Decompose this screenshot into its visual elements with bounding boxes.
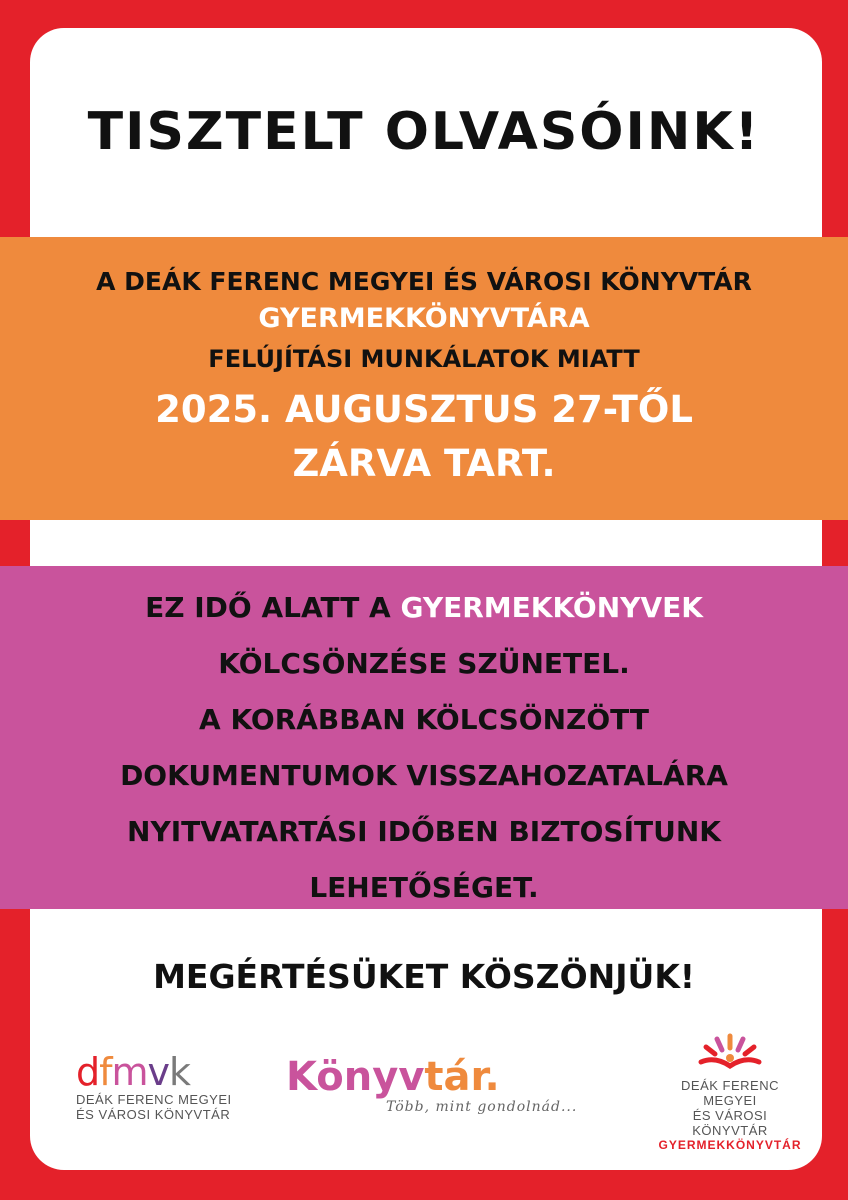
dfmvk-letter-v: v: [147, 1050, 170, 1094]
gyermekkonyvtar-logo: [655, 1032, 805, 1153]
info-highlight: GYERMEKKÖNYVEK: [400, 591, 703, 624]
notice-department: GYERMEKKÖNYVTÁRA: [258, 303, 590, 334]
dfmvk-line-1: DEÁK FERENC MEGYEI: [76, 1092, 232, 1107]
dfmvk-letter-f: f: [99, 1050, 112, 1094]
konyvtar-part-1: Könyv: [286, 1054, 425, 1100]
dfmvk-logo: [76, 1052, 232, 1122]
notice-date: 2025. AUGUSZTUS 27-TŐL: [155, 388, 693, 431]
konyvtar-tagline: Több, mint gondolnád...: [386, 1099, 578, 1115]
gyermek-line-1: DEÁK FERENC MEGYEI: [681, 1078, 779, 1108]
notice-reason: FELÚJÍTÁSI MUNKÁLATOK MIATT: [208, 345, 640, 373]
closure-notice-band: [0, 237, 848, 520]
notice-status: ZÁRVA TART.: [292, 442, 556, 485]
konyvtar-logo: [286, 1055, 606, 1115]
lending-info-band: [0, 566, 848, 909]
info-line-3: A KORÁBBAN KÖLCSÖNZÖTT: [199, 703, 649, 736]
info-line-6: LEHETŐSÉGET.: [309, 871, 539, 904]
thanks-message: MEGÉRTÉSÜKET KÖSZÖNJÜK!: [153, 957, 695, 996]
info-line-2: KÖLCSÖNZÉSE SZÜNETEL.: [218, 647, 630, 680]
dfmvk-letter-d: d: [76, 1050, 100, 1094]
info-line-1: [0, 580, 848, 636]
notice-library-name: A DEÁK FERENC MEGYEI ÉS VÁROSI KÖNYVTÁR: [96, 267, 752, 296]
page-title: TISZTELT OLVASÓINK!: [87, 102, 761, 162]
gyermek-line-2: ÉS VÁROSI KÖNYVTÁR: [692, 1108, 768, 1138]
info-line-1-prefix: EZ IDŐ ALATT A: [145, 591, 401, 624]
dfmvk-wordmark: [76, 1052, 232, 1092]
info-line-4: DOKUMENTUMOK VISSZAHOZATALÁRA: [120, 759, 728, 792]
dfmvk-letter-k: k: [169, 1050, 191, 1094]
gyermek-line-3: GYERMEKKÖNYVTÁR: [658, 1138, 802, 1152]
open-book-icon: [695, 1032, 765, 1074]
konyvtar-part-2: tár.: [424, 1054, 500, 1100]
dfmvk-line-2: ÉS VÁROSI KÖNYVTÁR: [76, 1107, 231, 1122]
konyvtar-wordmark: [286, 1055, 606, 1099]
dfmvk-letter-m: m: [111, 1050, 148, 1094]
info-line-5: NYITVATARTÁSI IDŐBEN BIZTOSÍTUNK: [127, 815, 721, 848]
